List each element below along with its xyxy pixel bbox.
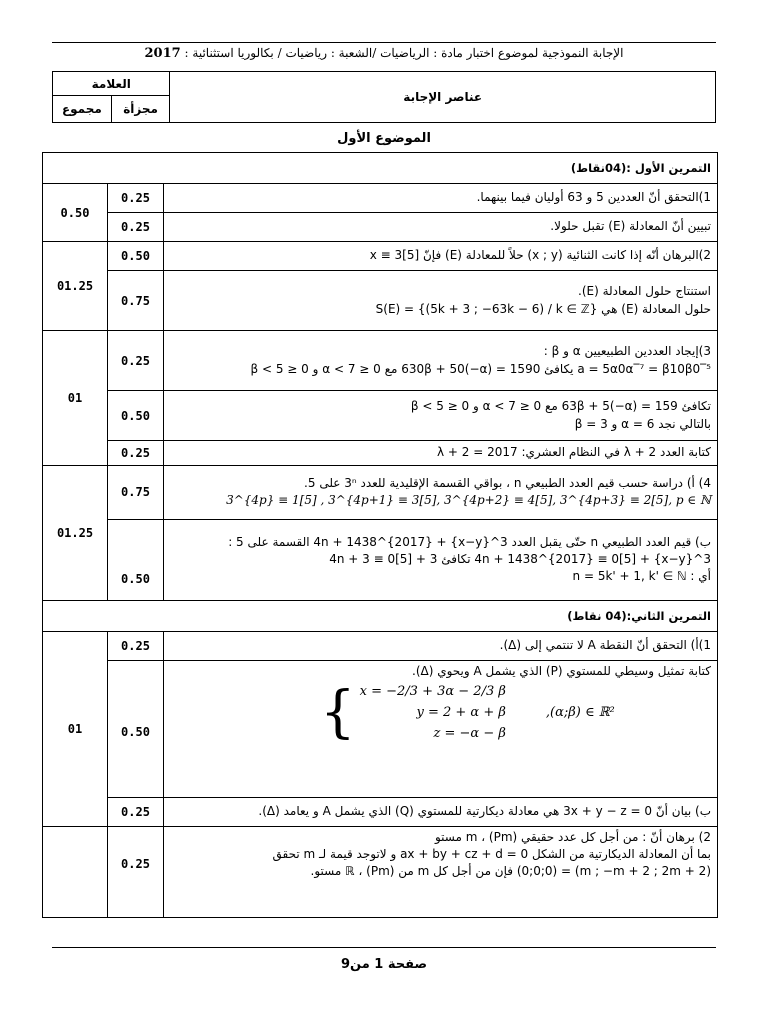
answer-table [42,152,718,918]
total-score: 01 [43,631,108,826]
answer-text [164,331,718,391]
total-score: 01 [43,331,108,466]
answer-line: كتابة تمثيل وسيطي للمستوي (P) الذي يشمل A ويحوي (Δ). [412,663,711,678]
equation: y = 2 + α + β [416,705,506,721]
answer-line: بالتالي نجد α = 6 و β = 3 [574,416,711,431]
exercise1-title: التمرين الأول :(04نقاط) [43,153,718,184]
partial-column-label: مجزأة [111,96,170,123]
answer-line: أي : n = 5k' + 1, k' ∈ ℕ [572,569,711,584]
answer-text: 2)البرهان أنّه إذا كانت الثنائية (x ; y) حلاً للمعادلة (E) فإنّ x ≡ 3[5] [164,242,718,271]
page-header [52,46,716,61]
table-row [43,465,718,519]
partial-score: 0.25 [108,184,164,213]
answer-text [164,465,718,519]
partial-score: 0.25 [108,826,164,917]
answer-text [164,660,718,797]
answer-text [164,391,718,441]
answer-line: 2) برهان أنّ : من أجل كل عدد حقيقي m ، (Pm) مستو [434,829,711,844]
total-column-label: مجموع [53,96,112,123]
total-score: 0.50 [43,184,108,242]
partial-score: 0.75 [108,465,164,519]
total-score-empty [43,826,108,917]
answer-line: 3)إيجاد العددين الطبيعيين α و β : [543,344,711,359]
table-row [43,391,718,441]
table-row [43,797,718,826]
table-row [43,242,718,271]
table-row [43,519,718,600]
answer-text: تبيين أنّ المعادلة (E) تقبل حلولا. [164,213,718,242]
partial-score: 0.75 [108,271,164,331]
answer-line: بما أن المعادلة الديكارتية من الشكل ax + by + cz + d = 0 و لاتوجد قيمة لـ m تحقق [272,847,711,862]
partial-score: 0.50 [108,660,164,797]
table-row [43,441,718,466]
answer-elements-label: عناصر الإجابة [170,72,716,123]
partial-score: 0.25 [108,213,164,242]
table-row [43,826,718,917]
table-row [43,331,718,391]
equation-system [360,682,506,744]
partial-score: 0.25 [108,797,164,826]
table-row [43,213,718,242]
table-row [43,271,718,331]
grade-header-table [52,71,716,123]
partial-score: 0.50 [108,242,164,271]
answer-text: ب) بيان أنّ 3x + y − z = 0 هي معادلة ديكارتية للمستوي (Q) الذي يشمل A و يعامد (Δ). [164,797,718,826]
top-rule [52,42,716,43]
total-score: 01.25 [43,465,108,600]
header-year: 2017 [144,46,181,61]
partial-score: 0.50 [108,391,164,441]
partial-score: 0.25 [108,631,164,660]
bottom-rule [52,947,716,948]
subject-title: الموضوع الأول [337,131,431,146]
partial-score: 0.25 [108,331,164,391]
answer-line: 3^{x−y} + 4n + 1438^{2017} ≡ 0[5] تكافئ 3 + 4n + 3 ≡ 0[5] [329,552,711,567]
equation: x = −2/3 + 3α − 2/3 β [359,684,506,700]
table-row [43,184,718,213]
answer-line: استنتاج حلول المعادلة (E). [578,284,711,299]
parameter-domain: ,(α;β) ∈ ℝ² [545,705,615,721]
answer-line: ب) قيم العدد الطبيعي n حتّى يقبل العدد 3^{x−y} + 4n + 1438^{2017} القسمة على 5 : [228,534,711,549]
grade-group-label: العلامة [53,72,170,96]
header-title: الإجابة النموذجية لموضوع اختبار مادة : الرياضيات /الشعبة : رياضيات / بكالوريا استثنائية : [184,46,624,60]
partial-score: 0.25 [108,441,164,466]
exercise2-title: التمرين الثاني:(04 نقاط) [43,600,718,631]
table-row [43,631,718,660]
table-row [43,660,718,797]
partial-score: 0.50 [108,519,164,600]
answer-text [164,826,718,917]
page-number: صفحة 1 من9 [340,957,428,972]
answer-text [164,519,718,600]
answer-text [164,271,718,331]
answer-text: كتابة العدد λ + 2 في النظام العشري: λ + 2 = 2017 [164,441,718,466]
equation: z = −α − β [433,725,506,741]
parametric-system [170,682,711,744]
total-score: 01.25 [43,242,108,331]
answer-line: تكافئ 63β + 5(−α) = 159 مع 0 ≤ α < 7 و 0 ≤ β < 5 [410,399,711,414]
answer-line: 4) أ) دراسة حسب قيم العدد الطبيعي n ، بواقي القسمة الإقليدية للعدد 3ⁿ على 5. [304,476,711,491]
answer-line: a = 5α0α‾⁷ = β10β0‾⁵ يكافئ 630β + 50(−α) = 1590 مع 0 ≤ α < 7 و 0 ≤ β < 5 [250,361,711,376]
answer-line: حلول المعادلة (E) هي S(E) = {(5k + 3 ; −63k − 6) / k ∈ ℤ} [375,301,711,316]
answer-line: (m ; −m + 2 ; 2m + 2) = (0;0;0) فإن من أجل كل m من ℝ ، (Pm) مستو. [310,864,711,879]
answer-text: 1)التحقق أنّ العددين 5 و 63 أوليان فيما بينهما. [164,184,718,213]
answer-line: 3^{4p} ≡ 1[5] , 3^{4p+1} ≡ 3[5], 3^{4p+2} ≡ 4[5], 3^{4p+3} ≡ 2[5], p ∈ ℕ [226,493,711,508]
left-brace-icon: { [320,680,356,746]
answer-text: 1)أ) التحقق أنّ النقطة A لا تنتمي إلى (Δ). [164,631,718,660]
